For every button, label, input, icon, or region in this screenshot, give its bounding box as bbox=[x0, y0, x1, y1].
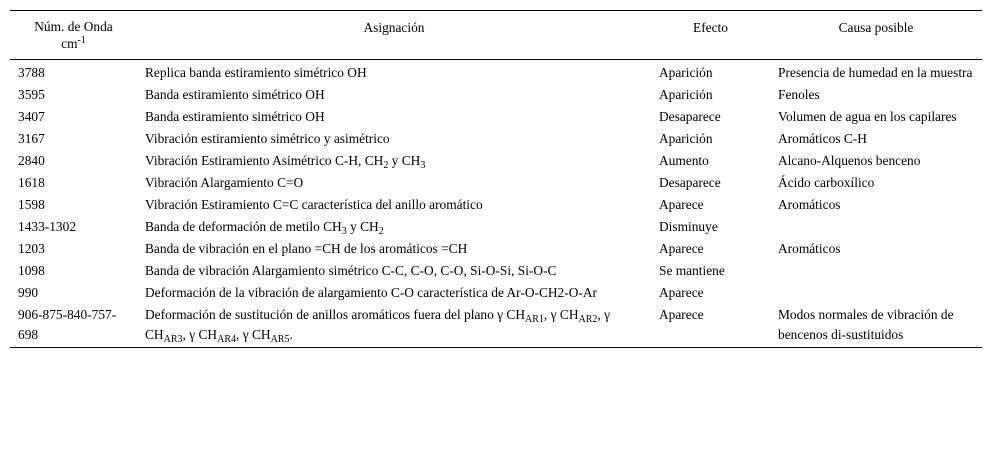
table-row: 3407 Banda estiramiento simétrico OH Desaparece Volumen de agua en los capilares bbox=[18, 109, 957, 124]
table-row: 1203 Banda de vibración en el plano =CH de los aromáticos =CH Aparece Aromáticos bbox=[18, 241, 841, 256]
table-row: 1433-1302 Banda de deformación de metilo $CH_3$ y $CH_2$ Disminuye bbox=[18, 219, 718, 237]
table-row: 1098 Banda de vibración Alargamiento simétrico C-C, C-O, C-O, Si-O-Si, Si-O-C Se mantiene bbox=[18, 263, 725, 278]
header-cause: Causa posible bbox=[838, 20, 914, 35]
table-row: 3788 Replica banda estiramiento simétrico OH Aparición Presencia de humedad en la muestra bbox=[18, 65, 973, 80]
table-row: 3595 Banda estiramiento simétrico OH Aparición Fenoles bbox=[18, 87, 820, 102]
table-row: 990 Deformación de la vibración de alargamiento C-O característica de Ar-O-CH2-O-Ar Aparece bbox=[18, 285, 704, 300]
ir-band-table bbox=[10, 10, 982, 348]
header-effect: Efecto bbox=[693, 20, 728, 35]
table-row: 2840 Vibración Estiramiento Asimétrico C-H, $CH_2$ y $CH_3$ Aumento Alcano-Alquenos benceno bbox=[18, 153, 921, 171]
table-row: 1618 Vibración Alargamiento C=O Desaparece Ácido carboxílico bbox=[18, 175, 875, 190]
header-assignment: Asignación bbox=[363, 20, 425, 35]
header-wavenumber: Núm. de Onda $cm^{-1}$ bbox=[34, 19, 113, 51]
table-row: 3167 Vibración estiramiento simétrico y asimétrico Aparición Aromáticos C-H bbox=[18, 131, 867, 146]
table-row: 906-875-840-757-698 Deformación de sustitución de anillos aromáticos fuera del plano γ $CH_{AR1}$, γ $CH_{AR2}$, γ $CH_{AR3}$, γ $CH_{AR4}$, γ $CH_{AR5}$. Aparece Modos normales de vibración de bencenos di-sustituidos bbox=[10, 304, 982, 348]
table-header-row bbox=[10, 11, 982, 60]
table-row: 1598 Vibración Estiramiento C=C característica del anillo aromático Aparece Aromáticos bbox=[18, 197, 841, 212]
